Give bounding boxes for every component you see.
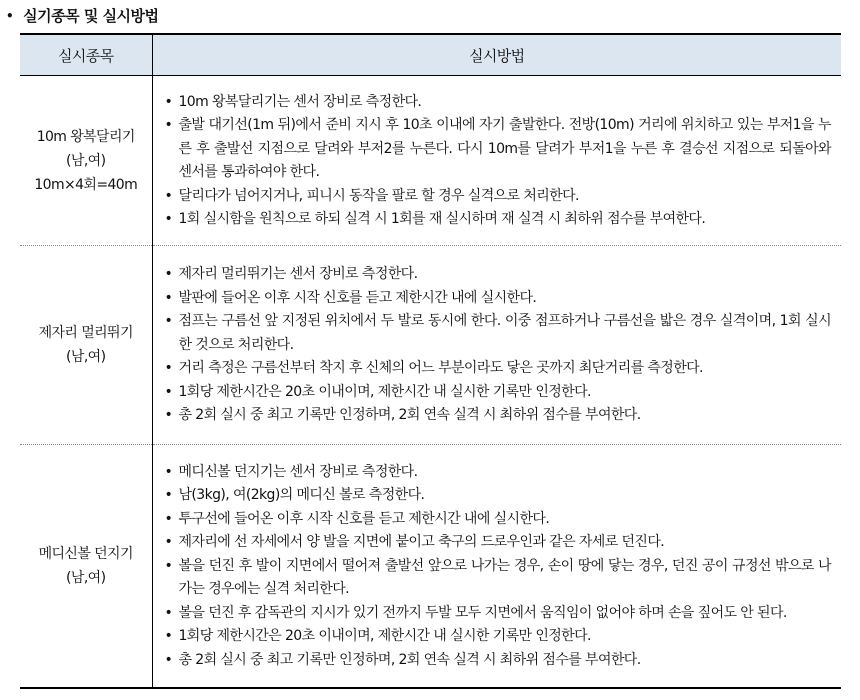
table-header-row — [20, 34, 841, 76]
heading-bullet: • — [6, 8, 14, 23]
method-item: • 볼을 던진 후 발이 지면에서 떨어져 출발선 앞으로 나가는 경우, 손이 땅에 닿는 경우, 던진 공이 규정선 밖으로 나가는 경우에는 실격 처리한다. — [163, 555, 832, 602]
method-item: • 발판에 들어온 이후 시작 신호를 듣고 제한시간 내에 실시한다. — [163, 287, 832, 311]
method-item: • 10m 왕복달리기는 센서 장비로 측정한다. — [163, 91, 832, 115]
header-event: 실시종목 — [20, 34, 152, 76]
method-item: • 1회당 제한시간은 20초 이내이며, 제한시간 내 실시한 기록만 인정한다. — [163, 625, 832, 649]
method-item: • 점프는 구름선 앞 지정된 위치에서 두 발로 동시에 한다. 이중 점프하거나 구름선을 밟은 경우 실격이며, 1회 실시한 것으로 처리한다. — [163, 310, 832, 357]
method-item: • 제자리에 선 자세에서 양 발을 지면에 붙이고 축구의 드로우인과 같은 자세로 던진다. — [163, 531, 832, 555]
method-item: • 달리다가 넘어지거나, 피니시 동작을 팔로 할 경우 실격으로 처리한다. — [163, 185, 832, 209]
method-item: • 투구선에 들어온 이후 시작 신호를 듣고 제한시간 내에 실시한다. — [163, 508, 832, 532]
section-title: 실기종목 및 실시방법 — [23, 7, 159, 25]
method-list — [153, 259, 842, 431]
method-list — [153, 87, 842, 235]
method-item: • 출발 대기선(1m 뒤)에서 준비 지시 후 10초 이내에 자기 출발한다. 전방(10m) 거리에 위치하고 있는 부저1을 누른 후 출발선 지점으로 달려와 부저2를 누른다. 다시 10m를 달려가 부저1을 누른 후 결승선 지점으로 되돌아와 센서를 통과하여야 한다. — [163, 114, 832, 185]
method-item: • 볼을 던진 후 감독관의 지시가 있기 전까지 두발 모두 지면에서 움직임이 없어야 하며 손을 짚어도 안 된다. — [163, 602, 832, 626]
event-name-cell — [20, 76, 152, 246]
method-list — [153, 457, 842, 676]
method-cell — [152, 246, 841, 445]
event-name-line: 10m 왕복달리기 — [36, 128, 135, 145]
method-item: • 거리 측정은 구름선부터 착지 후 신체의 어느 부분이라도 닿은 곳까지 최단거리를 측정한다. — [163, 357, 832, 381]
event-name-line: (남,여) — [66, 570, 106, 586]
method-item: • 제자리 멀리뛰기는 센서 장비로 측정한다. — [163, 263, 832, 287]
method-item: • 1회당 제한시간은 20초 이내이며, 제한시간 내 실시한 기록만 인정한다. — [163, 381, 832, 405]
event-name-line: 제자리 멀리뛰기 — [38, 325, 133, 341]
method-item: • 메디신볼 던지기는 센서 장비로 측정한다. — [163, 461, 832, 485]
section-heading — [6, 5, 159, 26]
event-name-cell — [20, 246, 152, 445]
method-item: • 1회 실시함을 원칙으로 하되 실격 시 1회를 재 실시하며 재 실격 시 최하위 점수를 부여한다. — [163, 208, 832, 232]
events-table — [20, 33, 841, 689]
table-row — [20, 246, 841, 445]
method-item: • 총 2회 실시 중 최고 기록만 인정하며, 2회 연속 실격 시 최하위 점수를 부여한다. — [163, 404, 832, 428]
event-name-cell — [20, 445, 152, 689]
event-name-line: (남,여) — [66, 349, 106, 365]
method-item: • 남(3kg), 여(2kg)의 메디신 볼로 측정한다. — [163, 484, 832, 508]
table-row — [20, 445, 841, 689]
table-row — [20, 76, 841, 246]
method-item: • 총 2회 실시 중 최고 기록만 인정하며, 2회 연속 실격 시 최하위 점수를 부여한다. — [163, 649, 832, 673]
event-name-line: 메디신볼 던지기 — [38, 546, 133, 562]
header-method: 실시방법 — [152, 34, 841, 76]
event-name-line: 10m×4회=40m — [34, 176, 138, 193]
method-cell — [152, 445, 841, 689]
event-name-line: (남,여) — [66, 152, 106, 169]
method-cell — [152, 76, 841, 246]
